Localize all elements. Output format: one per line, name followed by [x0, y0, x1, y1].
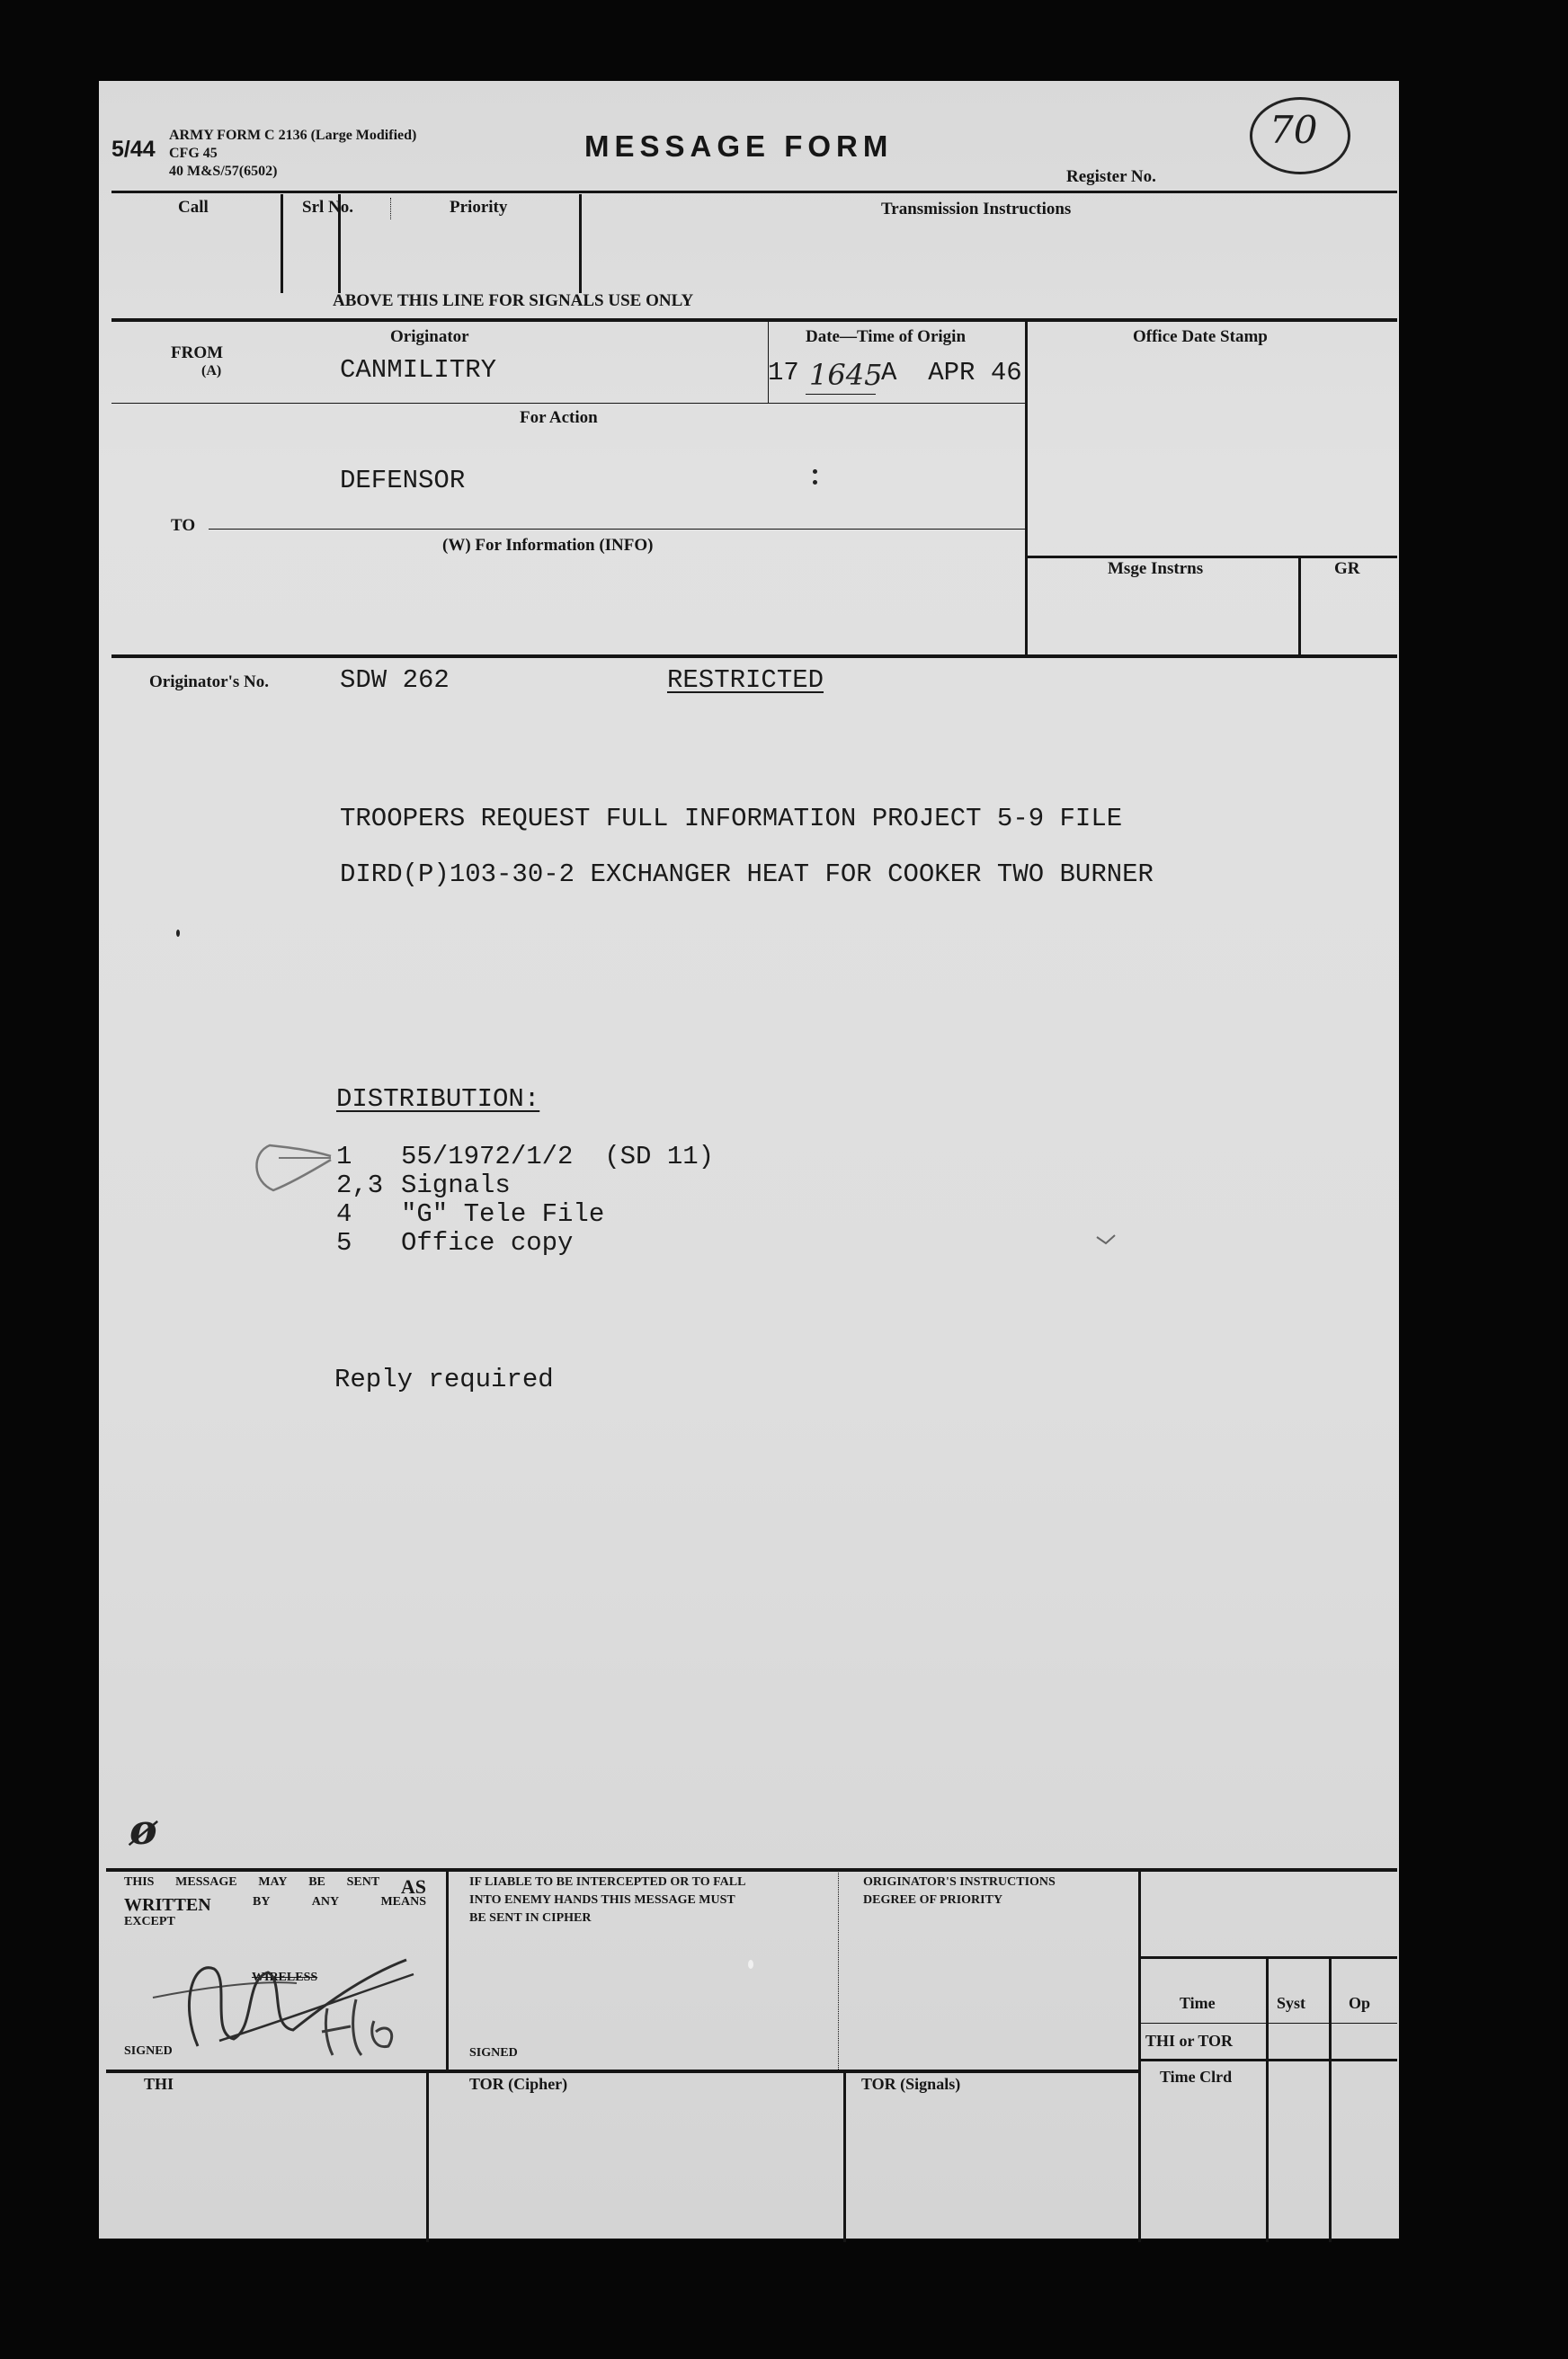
- folio-number: 5/44: [111, 137, 156, 162]
- syst-label: Syst: [1277, 1994, 1306, 2012]
- speck: [176, 930, 180, 937]
- form-reference-line1: ARMY FORM C 2136 (Large Modified): [169, 128, 417, 143]
- message-body-line-1: TROOPERS REQUEST FULL INFORMATION PROJECT 5-9 FILE: [340, 804, 1123, 833]
- means-note-word: MAY: [258, 1875, 288, 1889]
- message-body-line-2: DIRD(P)103-30-2 EXCHANGER HEAT FOR COOKER TWO BURNER: [340, 859, 1154, 889]
- to-rule: [209, 529, 1025, 530]
- means-note-word: BY: [253, 1895, 271, 1909]
- tor-signals-label: TOR (Signals): [861, 2075, 961, 2093]
- speck: [813, 469, 817, 474]
- means-note-word: THIS: [124, 1875, 155, 1889]
- from-bottom-rule: [111, 403, 1025, 404]
- wireless-crossed-out: WIRELESS: [252, 1971, 318, 1984]
- signals-divider: [281, 194, 283, 293]
- means-note-word: SENT: [346, 1875, 380, 1889]
- date-time-of-origin-label: Date—Time of Origin: [806, 327, 967, 346]
- distribution-item-no: 5: [336, 1228, 352, 1258]
- thi-label: THI: [144, 2075, 174, 2093]
- page-number: 70: [1270, 108, 1318, 152]
- means-note-word: MESSAGE: [175, 1875, 237, 1889]
- transmission-instructions-label: Transmission Instructions: [881, 200, 1072, 218]
- dto-day: 17: [768, 358, 799, 387]
- means-note-word: ANY: [311, 1895, 340, 1909]
- distribution-item-no: 1: [336, 1142, 352, 1171]
- originators-instructions-label: ORIGINATOR'S INSTRUCTIONS: [863, 1875, 1056, 1889]
- time-label: Time: [1180, 1994, 1216, 2012]
- dto-month-year: A APR 46: [881, 358, 1022, 387]
- msge-instrns-rule: [1025, 556, 1397, 558]
- cipher-note-line2: INTO ENEMY HANDS THIS MESSAGE MUST: [469, 1893, 735, 1907]
- footer-bottom-rule: [106, 2070, 1138, 2073]
- degree-of-priority-label: DEGREE OF PRIORITY: [863, 1893, 1003, 1907]
- signals-use-only-note: ABOVE THIS LINE FOR SIGNALS USE ONLY: [333, 291, 694, 310]
- time-grid-rule: [1138, 2023, 1397, 2024]
- originator-value: CANMILITRY: [340, 355, 497, 385]
- gr-label: GR: [1334, 559, 1360, 578]
- distribution-item-text: 55/1972/1/2 (SD 11): [401, 1142, 715, 1171]
- reply-required-note: Reply required: [334, 1365, 554, 1394]
- dto-time-underline: [806, 394, 876, 395]
- arrow-mark-icon: [243, 1135, 333, 1196]
- call-label: Call: [178, 198, 209, 217]
- form-reference-line2: CFG 45: [169, 146, 218, 161]
- tor-cipher-label: TOR (Cipher): [469, 2075, 568, 2093]
- from-top-rule: [111, 318, 1397, 322]
- cipher-note-line3: BE SENT IN CIPHER: [469, 1911, 592, 1925]
- time-clrd-label: Time Clrd: [1160, 2068, 1233, 2086]
- office-date-stamp-label: Office Date Stamp: [1133, 327, 1268, 346]
- distribution-item-no: 2,3: [336, 1171, 384, 1200]
- form-title: MESSAGE FORM: [584, 129, 894, 163]
- thi-or-tor-label: THI or TOR: [1145, 2032, 1234, 2050]
- msge-instrns-label: Msge Instrns: [1108, 559, 1204, 578]
- tick-mark-icon: [1095, 1233, 1117, 1246]
- footer-margin-mark: ø: [129, 1805, 157, 1854]
- dto-time-handwritten: 1645: [809, 358, 883, 392]
- for-action-label: For Action: [520, 408, 598, 427]
- signals-divider: [390, 198, 391, 219]
- priority-label: Priority: [450, 198, 508, 217]
- signals-top-rule: [111, 191, 1397, 193]
- time-grid-divider: [1329, 1956, 1332, 2242]
- signature-image: [144, 1933, 432, 2068]
- for-action-recipient: DEFENSOR: [340, 466, 466, 495]
- footer-divider: [843, 2071, 846, 2242]
- register-number-label: Register No.: [1066, 167, 1156, 186]
- classification: RESTRICTED: [667, 665, 824, 695]
- distribution-item-text: Signals: [401, 1171, 511, 1200]
- for-information-label: (W) For Information (INFO): [442, 536, 654, 555]
- form-reference-line3: 40 M&S/57(6502): [169, 164, 278, 179]
- means-note-line3: EXCEPT: [124, 1915, 175, 1928]
- footer-top-rule: [106, 1868, 1397, 1872]
- srl-no-label: Srl No.: [302, 198, 353, 217]
- means-note-line2: [124, 1895, 426, 1916]
- signals-divider: [338, 194, 341, 293]
- originator-label: Originator: [390, 327, 469, 346]
- speck: [748, 1960, 753, 1969]
- means-note-word: MEANS: [380, 1895, 426, 1909]
- means-note-word: WRITTEN: [124, 1895, 211, 1915]
- footer-stamp-divider: [1138, 1870, 1141, 2242]
- footer-divider: [838, 1870, 839, 2070]
- stamp-column-divider: [1025, 320, 1028, 654]
- distribution-heading: DISTRIBUTION:: [336, 1084, 540, 1114]
- op-label: Op: [1349, 1994, 1371, 2012]
- signals-divider: [579, 194, 582, 293]
- means-note-word: AS: [400, 1875, 426, 1898]
- distribution-item-no: 4: [336, 1199, 352, 1229]
- signed-label: SIGNED: [469, 2046, 518, 2060]
- originators-no-value: SDW 262: [340, 665, 450, 695]
- to-bottom-rule: [111, 654, 1397, 658]
- signed-label: SIGNED: [124, 2044, 173, 2058]
- time-grid-divider: [1266, 1956, 1269, 2242]
- footer-divider: [446, 1870, 449, 2070]
- time-grid-rule: [1138, 2059, 1397, 2061]
- footer-divider: [426, 2071, 429, 2242]
- speck: [813, 480, 817, 485]
- originators-no-label: Originator's No.: [149, 672, 269, 691]
- to-label: TO: [171, 516, 196, 535]
- from-label: FROM: [171, 343, 224, 362]
- distribution-item-text: "G" Tele File: [401, 1199, 605, 1229]
- from-a-label: (A): [201, 363, 222, 378]
- cipher-note-line1: IF LIABLE TO BE INTERCEPTED OR TO FALL: [469, 1875, 746, 1889]
- distribution-item-text: Office copy: [401, 1228, 574, 1258]
- means-note-word: BE: [308, 1875, 325, 1889]
- gr-divider: [1298, 556, 1301, 654]
